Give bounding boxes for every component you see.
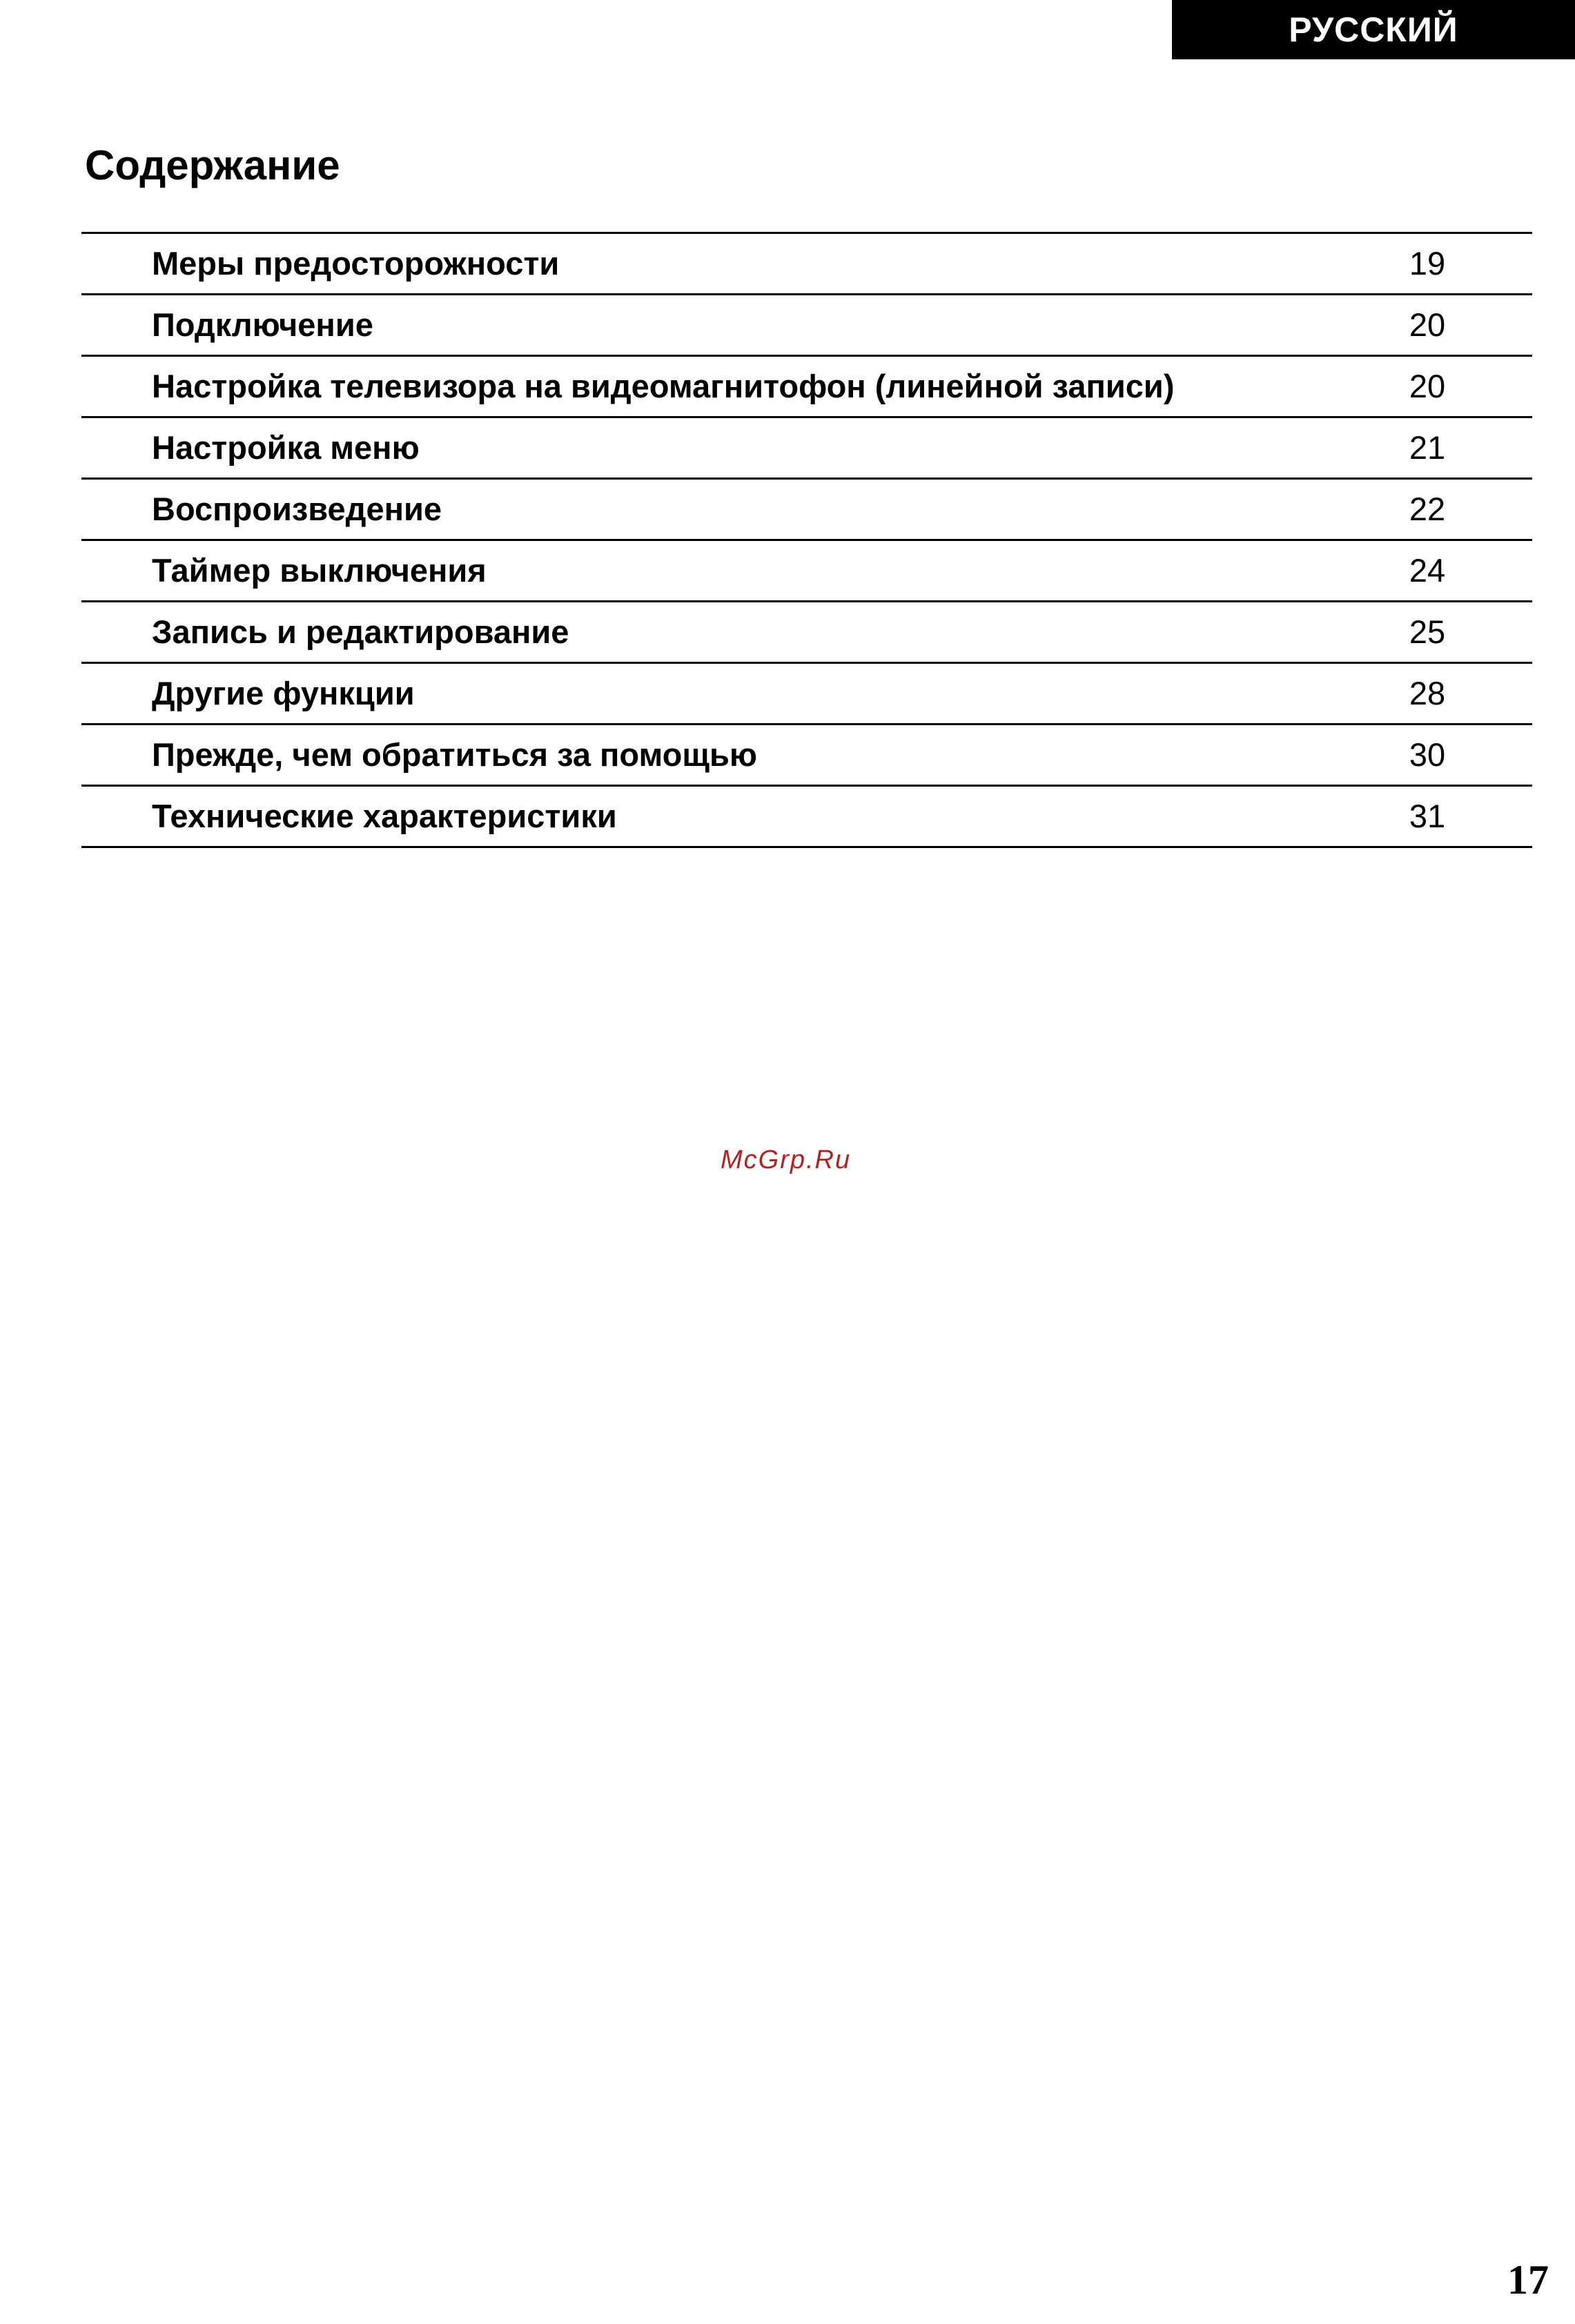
toc-entry-label: Настройка меню — [152, 429, 420, 466]
watermark: McGrp.Ru — [721, 1145, 852, 1174]
toc-entry[interactable] — [81, 234, 1532, 295]
toc-entry-page: 24 — [1409, 552, 1446, 589]
toc-entry-page: 21 — [1409, 429, 1446, 466]
page-number: 17 — [1507, 2257, 1549, 2303]
toc-entry-page: 30 — [1409, 736, 1446, 773]
toc-entry[interactable] — [81, 787, 1532, 848]
language-tab: РУССКИЙ — [1172, 0, 1575, 59]
toc-entry[interactable] — [81, 725, 1532, 787]
toc-entry-label: Запись и редактирование — [152, 613, 569, 650]
toc-entry-page: 20 — [1409, 306, 1446, 343]
toc-entry[interactable] — [81, 664, 1532, 725]
toc-entry-page: 25 — [1409, 613, 1446, 650]
toc-entry-label: Прежде, чем обратиться за помощью — [152, 736, 758, 773]
toc-entry-label: Меры предосторожности — [152, 245, 560, 282]
toc-entry[interactable] — [81, 418, 1532, 480]
toc-entry[interactable] — [81, 357, 1532, 418]
toc-entry-label: Подключение — [152, 306, 373, 343]
toc-entry-page: 20 — [1409, 368, 1446, 404]
toc-entry[interactable] — [81, 541, 1532, 602]
toc-entry-label: Таймер выключения — [152, 552, 487, 589]
toc-entry-label: Другие функции — [152, 675, 415, 711]
toc-entry-label: Технические характеристики — [152, 798, 617, 834]
toc-entry-page: 22 — [1409, 491, 1446, 527]
toc-entry-label: Настройка телевизора на видеомагнитофон (линейной записи) — [152, 368, 1175, 404]
toc-entry-page: 28 — [1409, 675, 1446, 711]
page-title: Содержание — [85, 142, 340, 188]
toc-entry[interactable] — [81, 295, 1532, 357]
toc-entry[interactable] — [81, 480, 1532, 541]
toc-entry-label: Воспроизведение — [152, 491, 442, 527]
toc-entry-page: 19 — [1409, 245, 1446, 282]
toc-entry[interactable] — [81, 602, 1532, 664]
table-of-contents — [81, 232, 1532, 848]
toc-entry-page: 31 — [1409, 798, 1446, 834]
